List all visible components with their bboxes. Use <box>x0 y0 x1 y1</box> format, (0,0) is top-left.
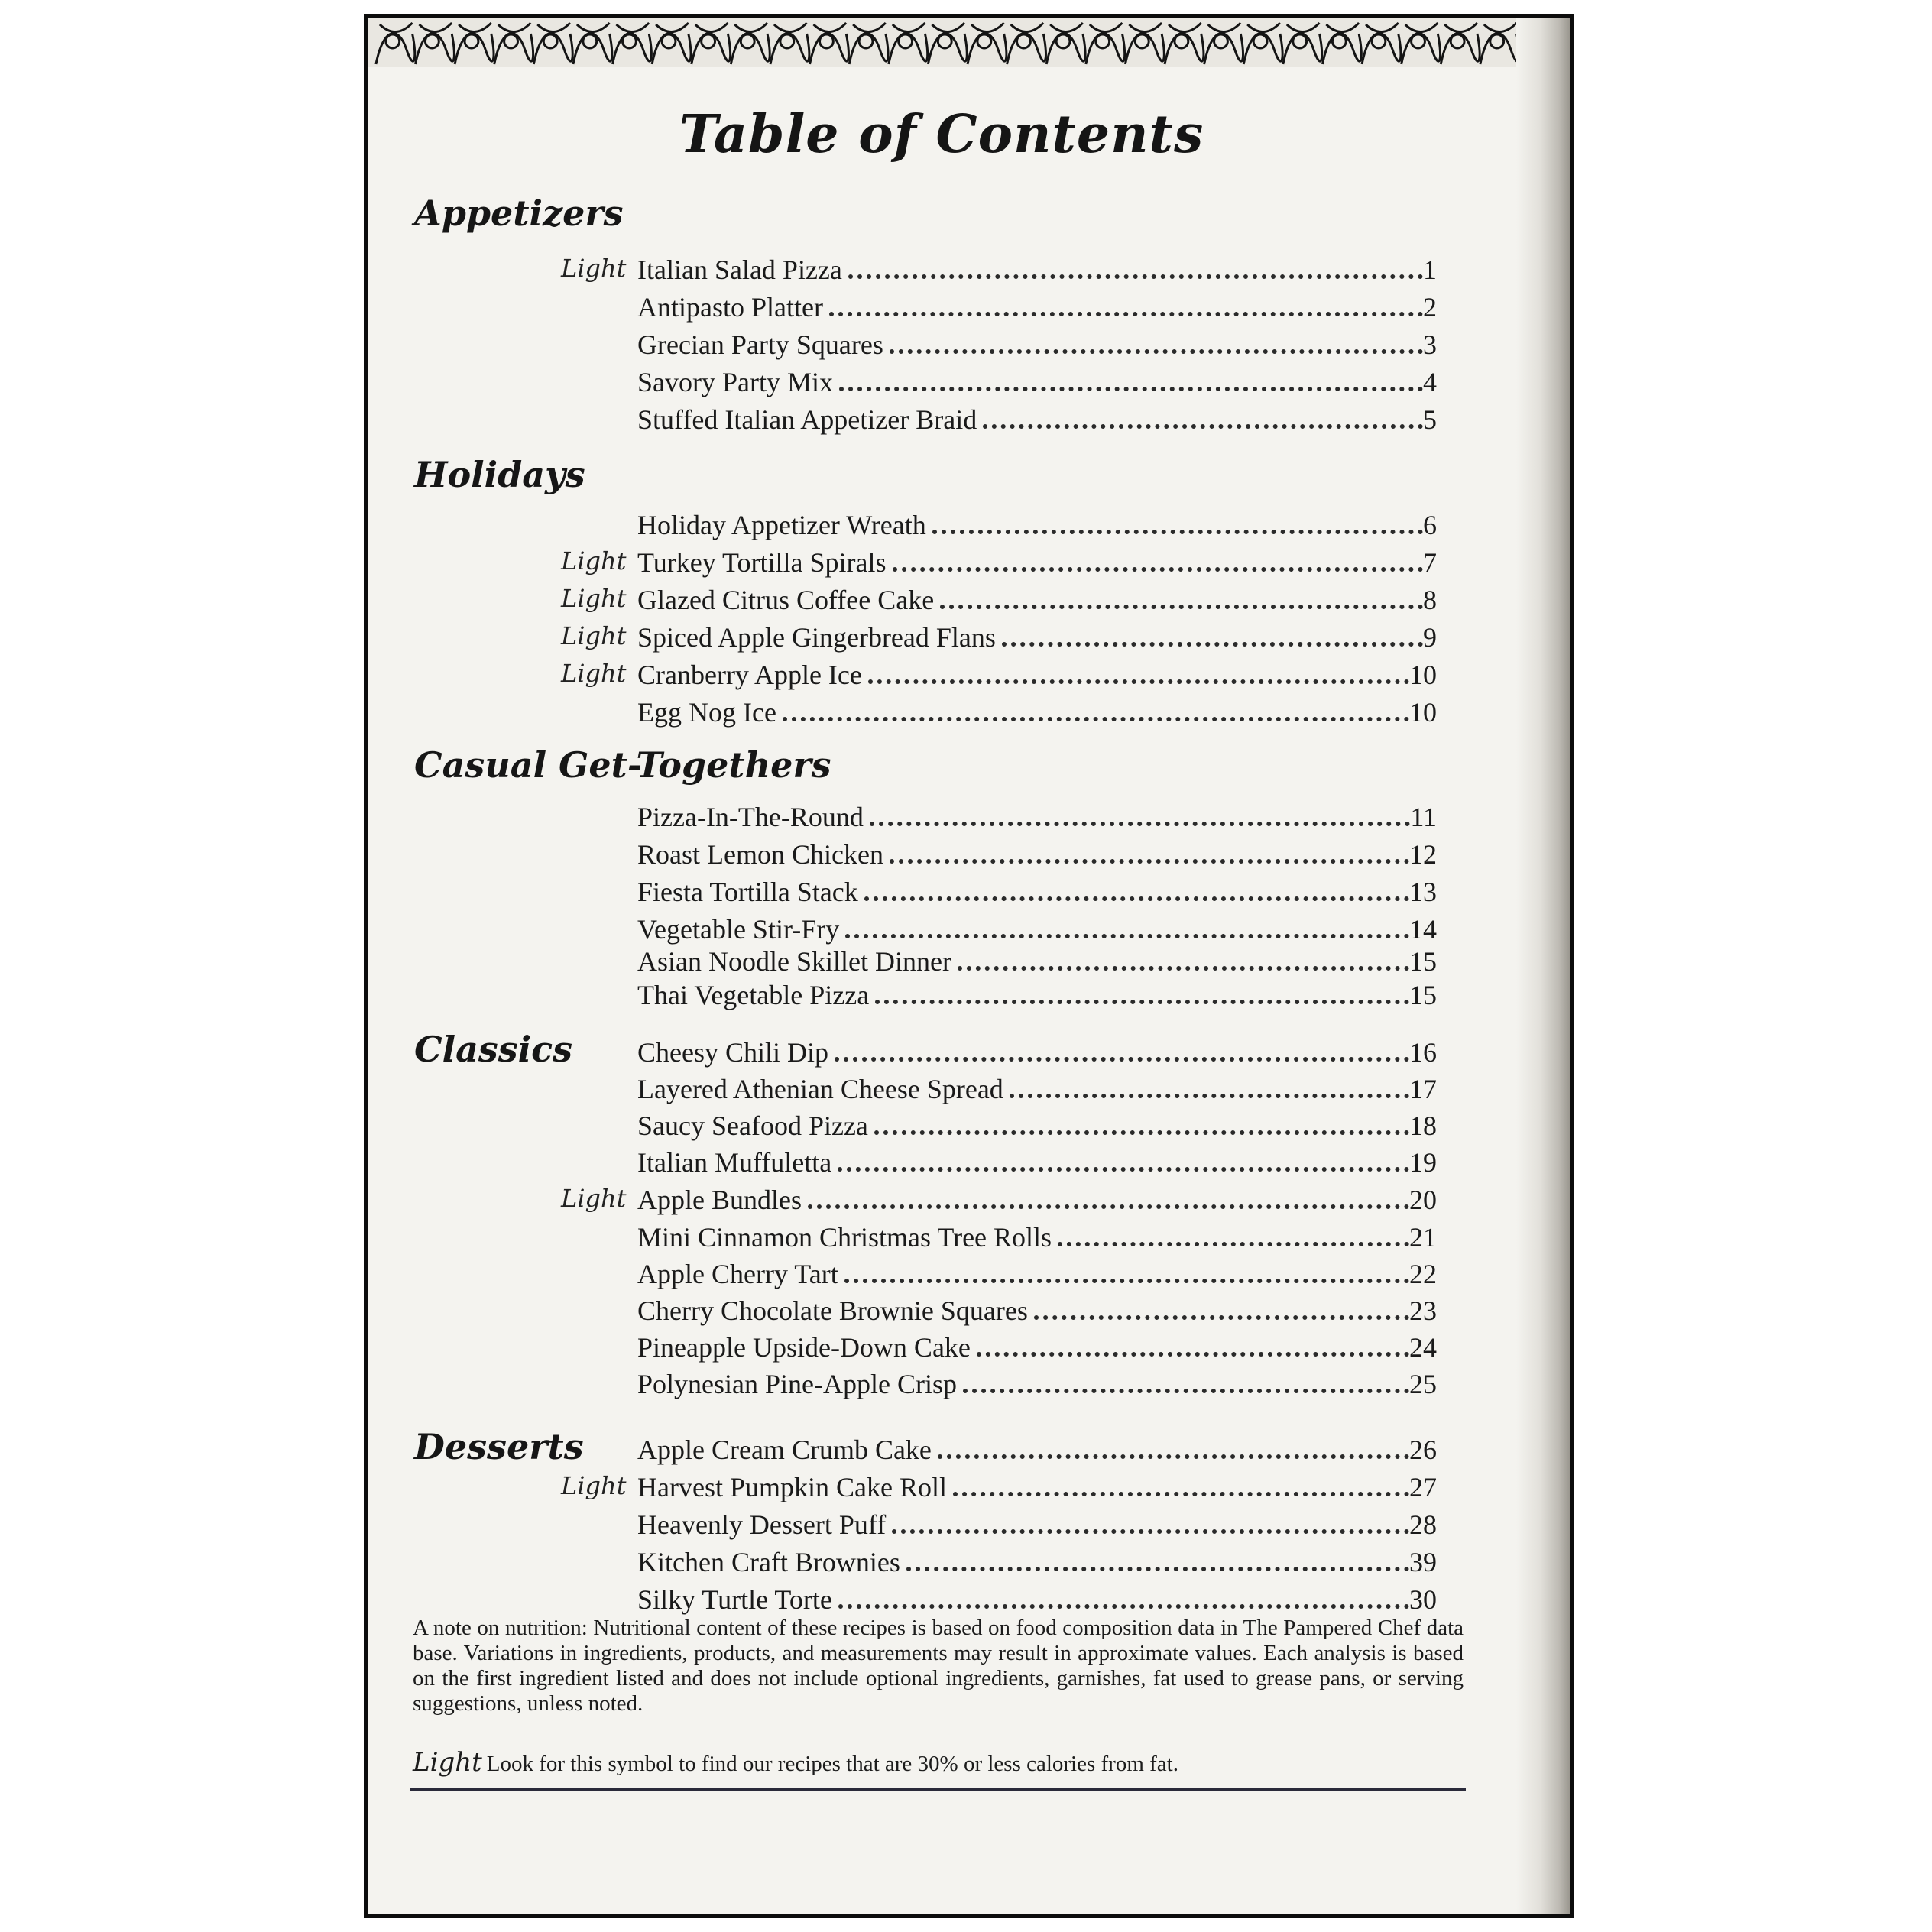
recipe-name: Pizza-In-The-Round <box>637 802 864 832</box>
toc-entry[interactable] <box>637 796 1437 833</box>
page-number: 23 <box>1409 1295 1437 1326</box>
recipe-name: Apple Cream Crumb Cake <box>637 1434 932 1465</box>
recipe-name: Pineapple Upside-Down Cake <box>637 1332 971 1363</box>
toc-entry[interactable] <box>637 1504 1437 1541</box>
dot-leader <box>864 896 1409 901</box>
light-legend <box>413 1747 1178 1778</box>
light-symbol: Light <box>561 621 627 650</box>
dot-leader <box>906 1567 1409 1571</box>
recipe-name: Holiday Appetizer Wreath <box>637 510 926 540</box>
dot-leader <box>983 424 1423 429</box>
page-number: 18 <box>1409 1110 1437 1141</box>
recipe-name: Fiesta Tortilla Stack <box>637 877 858 907</box>
toc-entry[interactable] <box>637 1217 1437 1253</box>
recipe-name: Harvest Pumpkin Cake Roll <box>637 1472 947 1502</box>
toc-entry[interactable] <box>637 361 1437 398</box>
recipe-name: Vegetable Stir-Fry <box>637 914 840 945</box>
recipe-name: Kitchen Craft Brownies <box>637 1547 900 1577</box>
page-number: 24 <box>1409 1332 1437 1363</box>
page-number: 2 <box>1423 292 1437 323</box>
page-number: 6 <box>1423 510 1437 540</box>
dot-leader <box>893 567 1424 572</box>
recipe-name: Grecian Party Squares <box>637 329 883 360</box>
page-number: 27 <box>1409 1472 1437 1502</box>
dot-leader <box>958 966 1409 971</box>
recipe-name: Layered Athenian Cheese Spread <box>637 1074 1003 1104</box>
toc-entry[interactable] <box>637 399 1437 436</box>
dot-leader <box>835 1057 1409 1062</box>
light-symbol: Light <box>413 1747 482 1778</box>
page-number: 25 <box>1409 1369 1437 1399</box>
recipe-name: Cheesy Chili Dip <box>637 1037 828 1068</box>
recipe-name: Apple Cherry Tart <box>637 1259 838 1289</box>
floral-ornament-border <box>368 18 1570 67</box>
dot-leader <box>1034 1315 1409 1320</box>
toc-entry[interactable] <box>637 287 1437 323</box>
recipe-name: Silky Turtle Torte <box>637 1584 832 1615</box>
dot-leader <box>783 717 1409 721</box>
light-symbol: Light <box>561 1471 627 1500</box>
dot-leader <box>963 1389 1409 1393</box>
toc-entry[interactable] <box>637 1327 1437 1363</box>
recipe-name: Savory Party Mix <box>637 367 833 397</box>
nutrition-note: A note on nutrition: Nutritional content of these recipes is based on food composition data in The Pampered Chef data base. Variations in ingredients, products, and measurements may result in approximate values. Each analysis is based on the first ingredient listed and does not include optional ingredients, garnishes, fat used to grease pans, or serving suggestions, unless noted. <box>413 1616 1464 1716</box>
dot-leader <box>838 1604 1409 1609</box>
page-number: 15 <box>1409 980 1437 1010</box>
page-number: 16 <box>1409 1037 1437 1068</box>
page-number: 1 <box>1423 254 1437 285</box>
legend-text: Look for this symbol to find our recipes that are 30% or less calories from fat. <box>486 1752 1178 1776</box>
page-number: 8 <box>1423 585 1437 615</box>
page-number: 20 <box>1409 1185 1437 1215</box>
dot-leader <box>892 1529 1409 1534</box>
light-symbol: Light <box>561 584 627 613</box>
dot-leader <box>874 1130 1409 1135</box>
page-number: 7 <box>1423 547 1437 578</box>
light-symbol: Light <box>561 546 627 575</box>
toc-entry[interactable] <box>637 834 1437 870</box>
dot-leader <box>953 1492 1409 1496</box>
recipe-name: Roast Lemon Chicken <box>637 839 883 870</box>
page-number: 3 <box>1423 329 1437 360</box>
toc-entry[interactable] <box>637 1429 1437 1466</box>
recipe-name: Italian Muffuletta <box>637 1147 832 1178</box>
recipe-name: Asian Noodle Skillet Dinner <box>637 946 951 977</box>
dot-leader <box>868 679 1409 684</box>
toc-entry[interactable] <box>637 1105 1437 1142</box>
page-number: 14 <box>1409 914 1437 945</box>
toc-entry[interactable] <box>561 654 1437 691</box>
toc-entry[interactable] <box>561 1467 1437 1503</box>
page-number: 26 <box>1409 1434 1437 1465</box>
page-number: 39 <box>1409 1547 1437 1577</box>
toc-entry[interactable] <box>637 909 1437 945</box>
toc-entry[interactable] <box>561 249 1437 286</box>
recipe-name: Antipasto Platter <box>637 292 823 323</box>
dot-leader <box>1010 1094 1409 1098</box>
light-symbol: Light <box>561 659 627 688</box>
toc-entry[interactable] <box>561 1179 1437 1216</box>
toc-entry[interactable] <box>637 1579 1437 1616</box>
page-number: 30 <box>1409 1584 1437 1615</box>
dot-leader <box>977 1352 1409 1357</box>
section-heading: Casual Get-Togethers <box>414 744 831 786</box>
toc-entry[interactable] <box>561 542 1437 579</box>
dot-leader <box>848 274 1423 279</box>
toc-entry[interactable] <box>637 1290 1437 1327</box>
page-number: 22 <box>1409 1259 1437 1289</box>
dot-leader <box>1002 642 1423 647</box>
toc-entry[interactable] <box>637 1032 1437 1068</box>
recipe-name: Mini Cinnamon Christmas Tree Rolls <box>637 1222 1052 1253</box>
dot-leader <box>1058 1242 1409 1246</box>
bottom-rule <box>410 1788 1466 1791</box>
section-heading: Classics <box>414 1029 573 1070</box>
recipe-name: Apple Bundles <box>637 1185 802 1215</box>
light-symbol: Light <box>561 254 627 283</box>
toc-entry[interactable] <box>561 579 1437 616</box>
recipe-name: Turkey Tortilla Spirals <box>637 547 887 578</box>
page-number: 19 <box>1409 1147 1437 1178</box>
dot-leader <box>940 605 1423 609</box>
dot-leader <box>829 312 1423 316</box>
page-number: 13 <box>1409 877 1437 907</box>
toc-entry[interactable] <box>637 692 1437 728</box>
page-number: 9 <box>1423 622 1437 653</box>
dot-leader <box>845 934 1409 938</box>
recipe-name: Cranberry Apple Ice <box>637 660 862 690</box>
recipe-name: Spiced Apple Gingerbread Flans <box>637 622 996 653</box>
toc-entry[interactable] <box>637 871 1437 908</box>
toc-entry[interactable] <box>637 1541 1437 1578</box>
page-number: 5 <box>1423 404 1437 435</box>
recipe-name: Saucy Seafood Pizza <box>637 1110 868 1141</box>
page-number: 11 <box>1410 802 1437 832</box>
dot-leader <box>839 387 1423 391</box>
page-number: 10 <box>1409 660 1437 690</box>
dot-leader <box>844 1279 1409 1283</box>
recipe-name: Glazed Citrus Coffee Cake <box>637 585 935 615</box>
dot-leader <box>870 822 1410 826</box>
toc-entry[interactable] <box>637 1363 1437 1400</box>
dot-leader <box>938 1454 1409 1459</box>
page-spine-shadow <box>1516 18 1570 1914</box>
recipe-name: Egg Nog Ice <box>637 697 776 728</box>
page-number: 15 <box>1409 946 1437 977</box>
dot-leader <box>890 859 1409 864</box>
recipe-name: Thai Vegetable Pizza <box>637 980 870 1010</box>
dot-leader <box>875 1000 1409 1004</box>
recipe-name: Stuffed Italian Appetizer Braid <box>637 404 977 435</box>
page-number: 12 <box>1409 839 1437 870</box>
dot-leader <box>932 530 1423 534</box>
toc-entry[interactable] <box>637 504 1437 541</box>
toc-entry[interactable] <box>637 1142 1437 1178</box>
light-symbol: Light <box>561 1184 627 1213</box>
toc-entry[interactable] <box>637 1253 1437 1290</box>
toc-entry[interactable] <box>561 617 1437 653</box>
page-number: 4 <box>1423 367 1437 397</box>
toc-entry[interactable] <box>637 941 1437 977</box>
dot-leader <box>808 1204 1409 1209</box>
section-heading: Holidays <box>414 454 585 495</box>
recipe-name: Polynesian Pine-Apple Crisp <box>637 1369 957 1399</box>
recipe-name: Cherry Chocolate Brownie Squares <box>637 1295 1028 1326</box>
page-number: 21 <box>1409 1222 1437 1253</box>
dot-leader <box>890 349 1423 354</box>
recipe-name: Heavenly Dessert Puff <box>637 1509 887 1540</box>
page-number: 28 <box>1409 1509 1437 1540</box>
section-heading: Appetizers <box>414 193 624 234</box>
toc-entry[interactable] <box>637 974 1437 1011</box>
page-number: 17 <box>1409 1074 1437 1104</box>
page-number: 10 <box>1409 697 1437 728</box>
toc-entry[interactable] <box>637 1068 1437 1105</box>
book-page <box>364 14 1574 1918</box>
toc-entry[interactable] <box>637 324 1437 361</box>
section-heading: Desserts <box>414 1426 584 1467</box>
recipe-name: Italian Salad Pizza <box>637 254 842 285</box>
dot-leader <box>838 1167 1409 1172</box>
page-title: Table of Contents <box>679 104 1204 165</box>
